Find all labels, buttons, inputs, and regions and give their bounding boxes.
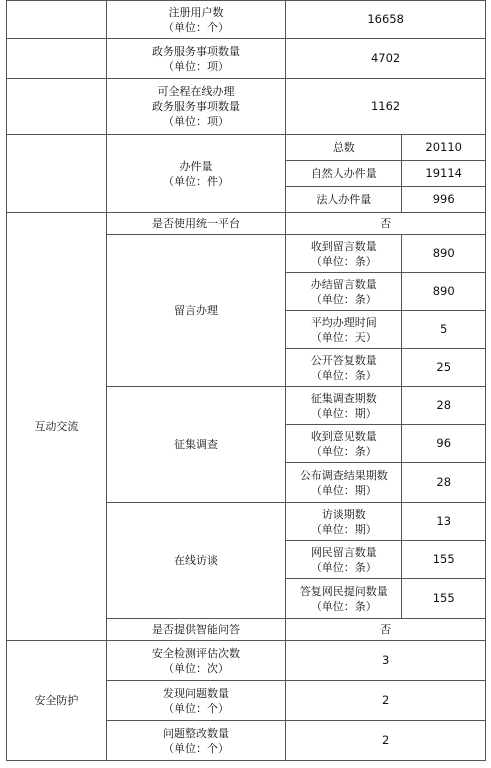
online-service-items-label-cell <box>106 79 285 135</box>
interaction-section-label: 互动交流 <box>7 213 107 641</box>
gov-service-items-label-cell <box>106 39 285 79</box>
message-item-unit: （单位：天） <box>310 330 377 344</box>
security-item-label: 安全检测评估次数 <box>152 646 241 660</box>
security-item-label: 发现问题数量 <box>163 686 230 700</box>
row-unified-platform <box>7 213 486 235</box>
online-service-items-label-line2: 政务服务事项数量 <box>152 100 241 113</box>
section-blank-cell <box>7 1 107 39</box>
cases-natural-label: 自然人办件量 <box>286 161 402 187</box>
statistics-table <box>6 0 486 761</box>
message-item-unit: （单位：条） <box>310 292 377 306</box>
security-item-value: 3 <box>286 641 486 681</box>
survey-item-label: 收到意见数量 <box>310 429 377 443</box>
survey-item-value: 28 <box>402 463 486 503</box>
message-item-label: 公开答复数量 <box>310 353 377 367</box>
interview-item-label-cell <box>286 503 402 541</box>
cases-label: 办件量 <box>179 159 213 173</box>
section-blank-cell <box>7 39 107 79</box>
cases-natural-value: 19114 <box>402 161 486 187</box>
survey-item-unit: （单位：条） <box>310 444 377 458</box>
section-blank-cell <box>7 79 107 135</box>
smart-qa-value: 否 <box>286 619 486 641</box>
unified-platform-label: 是否使用统一平台 <box>106 213 285 235</box>
message-item-label-cell <box>286 349 402 387</box>
survey-item-label-cell <box>286 425 402 463</box>
message-item-label-cell <box>286 273 402 311</box>
survey-item-label: 公布调查结果期数 <box>299 468 388 482</box>
row-gov-service-items <box>7 39 486 79</box>
interview-label: 在线访谈 <box>106 503 285 619</box>
security-section-label: 安全防护 <box>7 641 107 761</box>
message-item-value: 25 <box>402 349 486 387</box>
registered-users-unit: （单位：个） <box>163 20 230 34</box>
interview-item-value: 155 <box>402 541 486 579</box>
cases-legal-label: 法人办件量 <box>286 187 402 213</box>
cases-total-label: 总数 <box>286 135 402 161</box>
security-item-label: 问题整改数量 <box>163 726 230 740</box>
survey-item-unit: （单位：期） <box>310 406 377 420</box>
online-service-items-value: 1162 <box>286 79 486 135</box>
unified-platform-value: 否 <box>286 213 486 235</box>
cases-legal-value: 996 <box>402 187 486 213</box>
survey-item-label-cell <box>286 387 402 425</box>
security-item-unit: （单位：次） <box>163 661 230 675</box>
messages-label: 留言办理 <box>106 235 285 387</box>
cases-label-cell <box>106 135 285 213</box>
interview-item-label-cell <box>286 579 402 619</box>
row-registered-users <box>7 1 486 39</box>
interview-item-value: 155 <box>402 579 486 619</box>
smart-qa-label: 是否提供智能问答 <box>106 619 285 641</box>
gov-service-items-label: 政务服务事项数量 <box>152 44 241 58</box>
registered-users-value: 16658 <box>286 1 486 39</box>
survey-item-label-cell <box>286 463 402 503</box>
section-blank-cell <box>7 135 107 213</box>
interview-item-value: 13 <box>402 503 486 541</box>
interview-item-unit: （单位：条） <box>310 560 377 574</box>
cases-total-value: 20110 <box>402 135 486 161</box>
security-item-unit: （单位：个） <box>163 741 230 755</box>
message-item-label-cell <box>286 235 402 273</box>
survey-item-label: 征集调查期数 <box>310 391 377 405</box>
registered-users-label: 注册用户数 <box>168 5 224 19</box>
survey-item-unit: （单位：期） <box>310 483 377 497</box>
message-item-label-cell <box>286 311 402 349</box>
gov-service-items-unit: （单位：项） <box>163 59 230 73</box>
row-security-assessments <box>7 641 486 681</box>
interview-item-label: 答复网民提问数量 <box>299 584 388 598</box>
survey-item-value: 28 <box>402 387 486 425</box>
security-item-value: 2 <box>286 721 486 761</box>
row-online-service-items <box>7 79 486 135</box>
interview-item-unit: （单位：条） <box>310 599 377 613</box>
interview-item-label-cell <box>286 541 402 579</box>
message-item-label: 平均办理时间 <box>310 315 377 329</box>
survey-label: 征集调查 <box>106 387 285 503</box>
interview-item-label: 访谈期数 <box>321 507 366 521</box>
cases-unit: （单位：件） <box>163 174 230 188</box>
security-item-label-cell <box>106 721 285 761</box>
interview-item-unit: （单位：期） <box>310 522 377 536</box>
security-item-label-cell <box>106 681 285 721</box>
online-service-items-unit: （单位：项） <box>163 115 230 128</box>
online-service-items-label-line1: 可全程在线办理 <box>157 85 235 98</box>
security-item-value: 2 <box>286 681 486 721</box>
message-item-label: 办结留言数量 <box>310 277 377 291</box>
message-item-value: 890 <box>402 235 486 273</box>
message-item-value: 5 <box>402 311 486 349</box>
security-item-unit: （单位：个） <box>163 701 230 715</box>
survey-item-value: 96 <box>402 425 486 463</box>
message-item-unit: （单位：条） <box>310 368 377 382</box>
registered-users-label-cell <box>106 1 285 39</box>
gov-service-items-value: 4702 <box>286 39 486 79</box>
message-item-unit: （单位：条） <box>310 254 377 268</box>
row-cases-total <box>7 135 486 161</box>
interview-item-label: 网民留言数量 <box>310 545 377 559</box>
security-item-label-cell <box>106 641 285 681</box>
message-item-value: 890 <box>402 273 486 311</box>
message-item-label: 收到留言数量 <box>310 239 377 253</box>
